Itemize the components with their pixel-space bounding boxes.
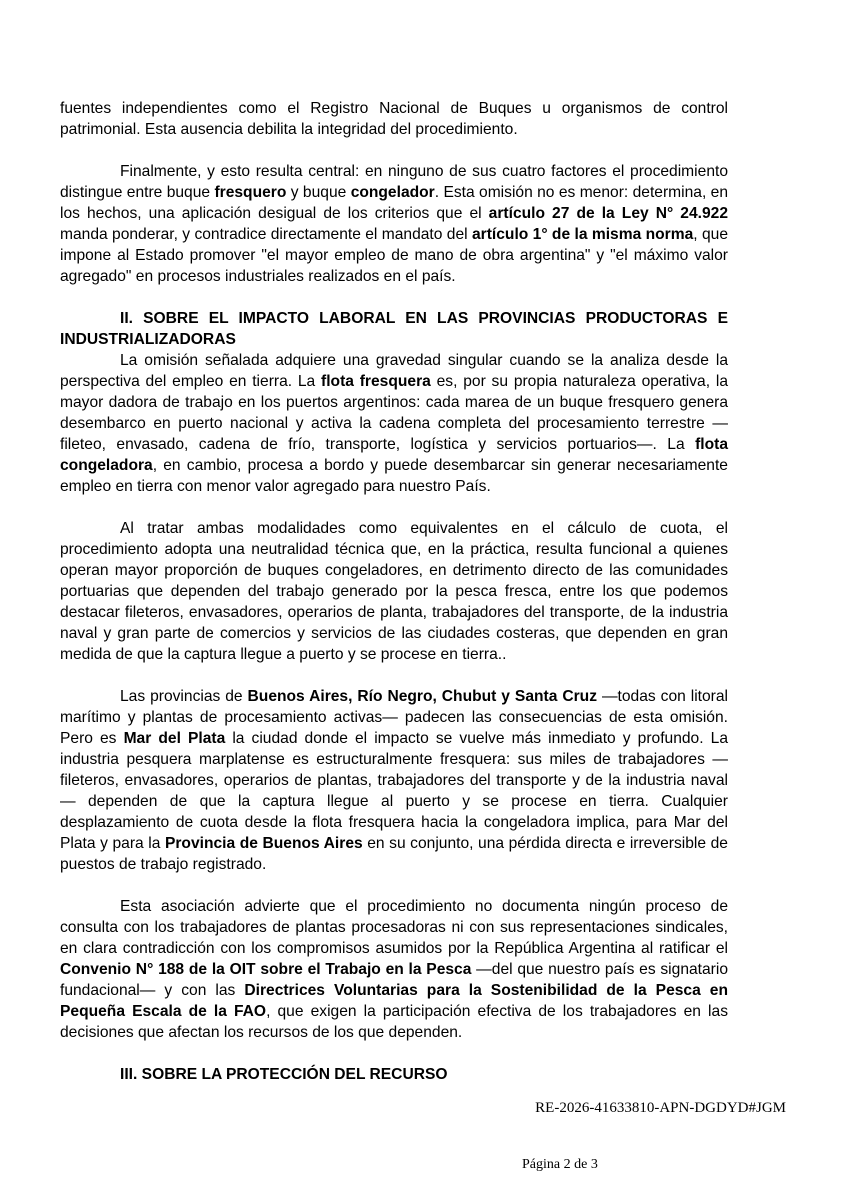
text-run: —del que nuestro país es signatario fundacional— y con las — [60, 961, 728, 999]
bold-run: Provincia de Buenos Aires — [164, 835, 363, 852]
text-run: La omisión señalada adquiere una gravedad singular cuando se la analiza desde la perspectiva del empleo en tierra. La — [60, 352, 728, 390]
text-run: . Esta omisión no es menor: determina, en los hechos, una aplicación desigual de los criterios que el — [60, 184, 728, 222]
bold-run: fresquero — [214, 184, 287, 201]
text-run: , en cambio, procesa a bordo y puede desembarcar sin generar necesariamente empleo en tierra con menor valor agregado para nuestro País. — [60, 457, 728, 495]
text-run: —todas con litoral marítimo y plantas de procesamiento activas— padecen las consecuencias de esta omisión. Pero es — [60, 688, 728, 747]
text-run: Finalmente, y esto resulta central: en ninguno de sus cuatro factores el procedimiento distingue entre buque — [60, 163, 728, 201]
bold-run: Buenos Aires, Río Negro, Chubut y Santa Cruz — [247, 688, 597, 705]
bold-run: flota congeladora — [60, 436, 728, 474]
bold-run: artículo 1° de la misma norma — [471, 226, 694, 243]
text-run: la ciudad donde el impacto se vuelve más inmediato y profundo. La industria pesquera marplatense es estructuralmente fresquera: sus miles de trabajadores — fileteros, envasadores, operarios de plantas, trabajadores del transporte y de la industria naval— dependen de que la captura llegue al puerto y se procese en tierra. Cualquier desplazamiento de cuota desde la flota fresquera hacia la congeladora implica, para Mar del Plata y para la — [60, 730, 728, 852]
paragraph-continuation — [60, 98, 728, 140]
section-heading-iii: III. SOBRE LA PROTECCIÓN DEL RECURSO — [120, 1066, 448, 1083]
document-page — [60, 98, 728, 1085]
text-run: en su conjunto, una pérdida directa e irreversible de puestos de trabajo registrado. — [60, 835, 728, 873]
text-run: es, por su propia naturaleza operativa, la mayor dadora de trabajo en los puertos argentinos: cada marea de un buque fresquero genera desembarco en puerto nacional y activa la cadena completa del procesamiento terrestre — fileteo, envasado, cadena de frío, transporte, logística y servicios portuarios—. La — [60, 373, 728, 453]
section-heading-ii: II. SOBRE EL IMPACTO LABORAL EN LAS PROVINCIAS PRODUCTORAS E INDUSTRIALIZADORAS — [60, 310, 728, 348]
page-number: Página 2 de 3 — [522, 1157, 598, 1172]
text-run: , que impone al Estado promover "el mayor empleo de mano de obra argentina" y "el máximo valor agregado" en procesos industriales realizados en el país. — [60, 226, 729, 285]
text-run: y buque — [286, 184, 351, 201]
bold-run: Mar del Plata — [123, 730, 226, 747]
bold-run: artículo 27 de la Ley N° 24.922 — [488, 205, 728, 222]
bold-run: Convenio N° 188 de la OIT sobre el Trabajo en la Pesca — [60, 961, 472, 978]
paragraph-finalmente — [60, 161, 728, 287]
text-run: Las provincias de — [120, 688, 248, 705]
text-run: , que exigen la participación efectiva de los trabajadores en las decisiones que afectan los recursos de los que dependen. — [60, 1003, 728, 1041]
paragraph-omision — [60, 350, 728, 497]
paragraph-asociacion — [60, 896, 728, 1043]
paragraph-provincias — [60, 686, 728, 875]
paragraph-text: fuentes independientes como el Registro Nacional de Buques u organismos de control patrimonial. Esta ausencia debilita la integridad del procedimiento. — [60, 100, 728, 138]
paragraph-tratar: Al tratar ambas modalidades como equivalentes en el cálculo de cuota, el procedimiento adopta una neutralidad técnica que, en la práctica, resulta funcional a quienes operan mayor proporción de buques congeladores, en detrimento directo de las comunidades portuarias que dependen del trabajo generado por la pesca fresca, entre los que podemos destacar fileteros, envasadores, operarios de planta, trabajadores del transporte, de la industria naval y gran parte de comercios y servicios de las ciudades costeras, que dependen en gran medida de que la captura llegue a puerto y se procese en tierra.. — [60, 520, 728, 663]
bold-run: Directrices Voluntarias para la Sostenibilidad de la Pesca en Pequeña Escala de la FAO — [60, 982, 728, 1020]
text-run: Esta asociación advierte que el procedimiento no documenta ningún proceso de consulta con los trabajadores de plantas procesadoras ni con sus representaciones sindicales, en clara contradicción con los compromisos asumidos por la República Argentina al ratificar el — [60, 898, 728, 957]
bold-run: congelador — [350, 184, 435, 201]
document-reference: RE-2026-41633810-APN-DGDYD#JGM — [535, 1100, 786, 1116]
text-run: manda ponderar, y contradice directamente el mandato del — [60, 226, 472, 243]
bold-run: flota fresquera — [321, 373, 431, 390]
